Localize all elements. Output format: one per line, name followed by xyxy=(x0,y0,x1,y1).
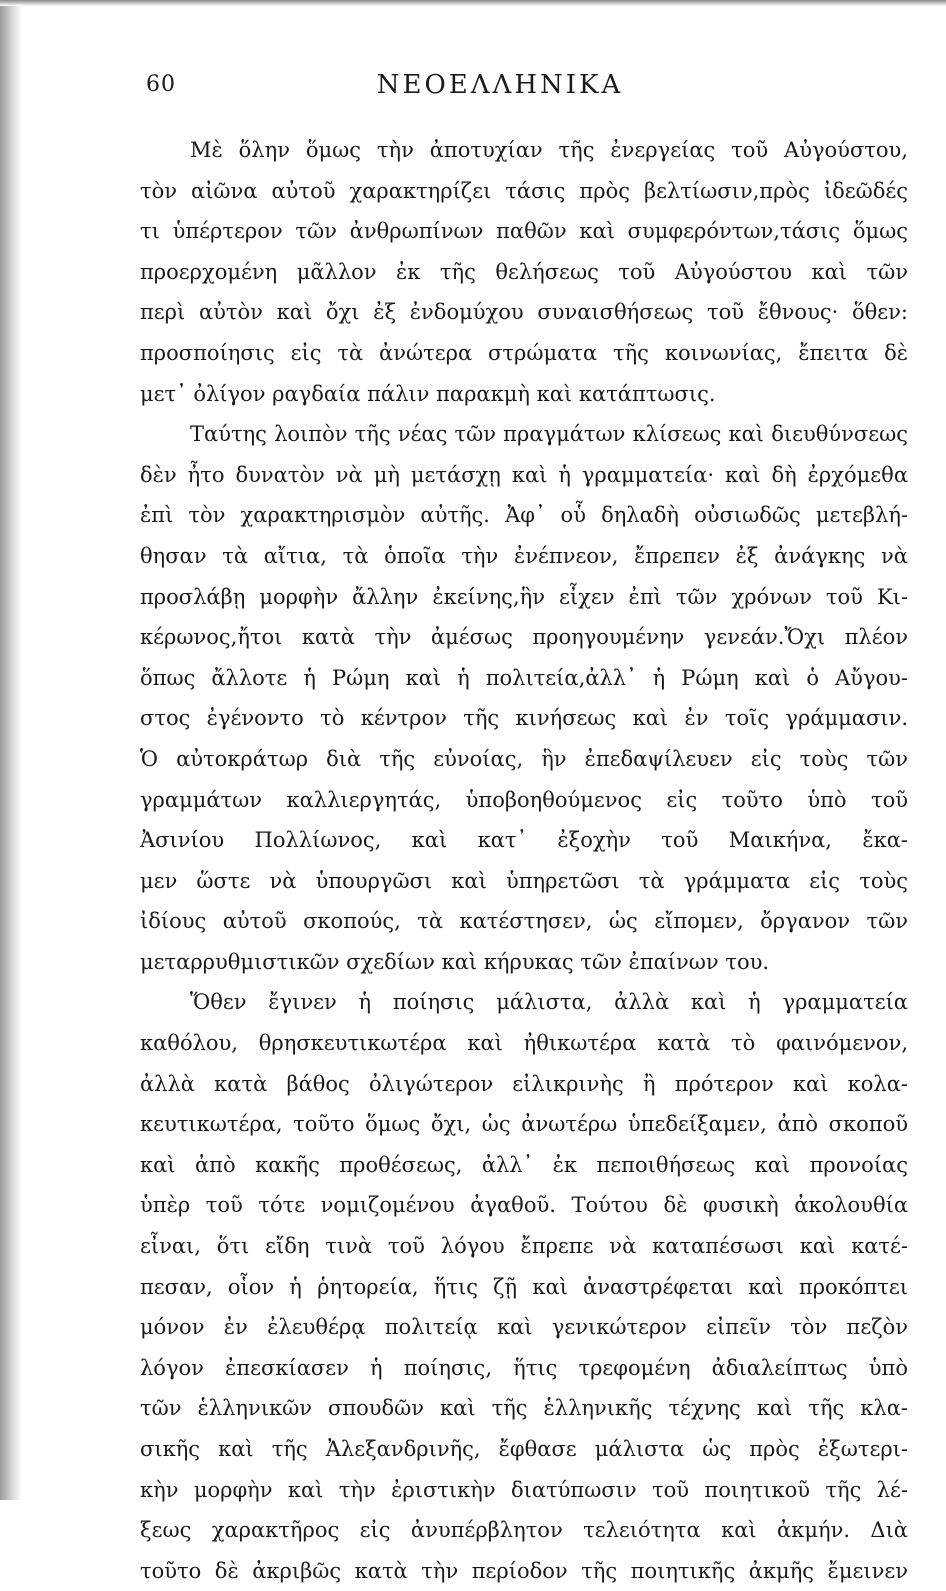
text-line: ὅπως ἄλλοτε ἡ Ρώμη καὶ ἡ πολιτεία,ἀλλ᾽ ἡ Ρώμη καὶ ὁ Αὔγου- xyxy=(140,665,908,690)
page-header xyxy=(140,66,860,112)
text-line: τὸν αἰῶνα αὐτοῦ χαρακτηρίζει τάσις πρὸς βελτίωσιν,πρὸς ἰδεῶδές xyxy=(140,178,908,203)
text-line: γραμμάτων καλλιεργητάς, ὑποβοηθούμενος εἰς τοῦτο ὑπὸ τοῦ xyxy=(140,787,908,812)
text-line: κευτικωτέρα, τοῦτο ὅμως ὄχι, ὡς ἀνωτέρω ὑπεδείξαμεν, ἀπὸ σκοποῦ xyxy=(140,1112,908,1137)
text-line: προσλάβῃ μορφὴν ἄλλην ἐκείνης,ἣν εἶχεν ἐπὶ τῶν χρόνων τοῦ Κι- xyxy=(140,584,908,609)
text-line: Ταύτης λοιπὸν τῆς νέας τῶν πραγμάτων κλίσεως καὶ διευθύνσεως xyxy=(190,422,908,447)
text-line: κέρωνος,ἤτοι κατὰ τὴν ἀμέσως προηγουμένην γενεάν.Ὄχι πλέον xyxy=(140,625,908,650)
text-line: δὲν ἦτο δυνατὸν νὰ μὴ μετάσχῃ καὶ ἡ γραμματεία· καὶ δὴ ἐρχόμεθα xyxy=(140,462,908,487)
text-line: ἰδίους αὐτοῦ σκοπούς, τὰ κατέστησεν, ὡς εἴπομεν, ὄργανον τῶν xyxy=(140,909,908,934)
text-line: Ἀσινίου Πολλίωνος, καὶ κατ᾽ ἐξοχὴν τοῦ Μαικήνα, ἔκα- xyxy=(140,828,908,853)
body-text xyxy=(140,130,908,1591)
text-line: τῶν ἑλληνικῶν σπουδῶν καὶ τῆς ἑλληνικῆς τέχνης καὶ τῆς κλα- xyxy=(140,1396,908,1421)
text-line: ξεως χαρακτῆρος εἰς ἀνυπέρβλητον τελειότητα καὶ ἀκμήν. Διὰ xyxy=(140,1518,908,1543)
text-line: πεσαν, οἷον ἡ ῥητορεία, ἥτις ζῇ καὶ ἀναστρέφεται καὶ προκόπτει xyxy=(140,1274,908,1299)
page-top-edge-shadow xyxy=(0,0,946,6)
text-line: τι ὑπέρτερον τῶν ἀνθρωπίνων παθῶν καὶ συμφερόντων,τάσις ὅμως xyxy=(140,219,908,244)
text-line: ἐπὶ τὸν χαρακτηρισμὸν αὐτῆς. Ἀφ᾽ οὗ δηλαδὴ οὐσιωδῶς μετεβλή- xyxy=(140,503,908,528)
running-title: ΝΕΟΕΛΛΗΝΙΚΑ xyxy=(376,70,624,100)
text-line: μεν ὥστε νὰ ὑπουργῶσι καὶ ὑπηρετῶσι τὰ γράμματα εἰς τοὺς xyxy=(140,868,908,893)
text-line: ὑπὲρ τοῦ τότε νομιζομένου ἀγαθοῦ. Τούτου δὲ φυσικὴ ἀκολουθία xyxy=(140,1193,908,1218)
text-line: σικῆς καὶ τῆς Ἀλεξανδρινῆς, ἔφθασε μάλιστα ὡς πρὸς ἐξωτερι- xyxy=(140,1437,908,1461)
page-edge-shadow xyxy=(0,0,22,1500)
text-line: εἶναι, ὅτι εἴδη τινὰ τοῦ λόγου ἔπρεπε νὰ καταπέσωσι καὶ κατέ- xyxy=(140,1234,908,1259)
text-line: καθόλου, θρησκευτικωτέρα καὶ ἠθικωτέρα κατὰ τὸ φαινόμενον, xyxy=(140,1031,908,1056)
text-line: καὶ ἀπὸ κακῆς προθέσεως, ἀλλ᾽ ἐκ πεποιθήσεως καὶ προνοίας xyxy=(140,1152,908,1177)
text-line: κὴν μορφὴν καὶ τὴν ἐριστικὴν διατύπωσιν τοῦ ποιητικοῦ τῆς λέ- xyxy=(140,1477,908,1502)
text-line: ἀλλὰ κατὰ βάθος ὀλιγώτερον εἰλικρινὴς ἢ πρότερον καὶ κολα- xyxy=(140,1071,908,1096)
text-line: προερχομένη μᾶλλον ἐκ τῆς θελήσεως τοῦ Αὐγούστου καὶ τῶν xyxy=(140,259,908,284)
text-line: Μὲ ὅλην ὅμως τὴν ἀποτυχίαν τῆς ἐνεργείας τοῦ Αὐγούστου, xyxy=(190,138,908,162)
text-line: μετ᾽ ὀλίγον ραγδαία πάλιν παρακμὴ καὶ κατάπτωσις. xyxy=(140,381,716,406)
text-line: τοῦτο δὲ ἀκριβῶς κατὰ τὴν περίοδον τῆς ποιητικῆς ἀκμῆς ἔμεινεν xyxy=(140,1558,908,1583)
text-line: στος ἐγένοντο τὸ κέντρον τῆς κινήσεως καὶ ἐν τοῖς γράμμασιν. xyxy=(140,706,908,731)
text-line: περὶ αὐτὸν καὶ ὄχι ἐξ ἐνδομύχου συναισθήσεως τοῦ ἔθνους· ὅθεν: xyxy=(140,300,908,325)
text-line: μόνον ἐν ἐλευθέρᾳ πολιτείᾳ καὶ γενικώτερον εἰπεῖν τὸν πεζὸν xyxy=(140,1315,908,1340)
text-line: λόγον ἐπεσκίασεν ἡ ποίησις, ἥτις τρεφομένη ἀδιαλείπτως ὑπὸ xyxy=(140,1355,908,1380)
text-line: Ὅθεν ἔγινεν ἡ ποίησις μάλιστα, ἀλλὰ καὶ ἡ γραμματεία xyxy=(190,990,908,1015)
text-line: θησαν τὰ αἴτια, τὰ ὁποῖα τὴν ἐνέπνεον, ἔπρεπεν ἐξ ἀνάγκης νὰ xyxy=(140,543,908,568)
text-line: Ὁ αὐτοκράτωρ διὰ τῆς εὐνοίας, ἣν ἐπεδαψίλευεν εἰς τοὺς τῶν xyxy=(140,746,908,771)
text-line: μεταρρυθμιστικῶν σχεδίων καὶ κήρυκας τῶν ἐπαίνων του. xyxy=(140,949,770,974)
text-line: προσποίησις εἰς τὰ ἀνώτερα στρώματα τῆς κοινωνίας, ἔπειτα δὲ xyxy=(140,340,908,365)
page-number: 60 xyxy=(146,72,176,97)
